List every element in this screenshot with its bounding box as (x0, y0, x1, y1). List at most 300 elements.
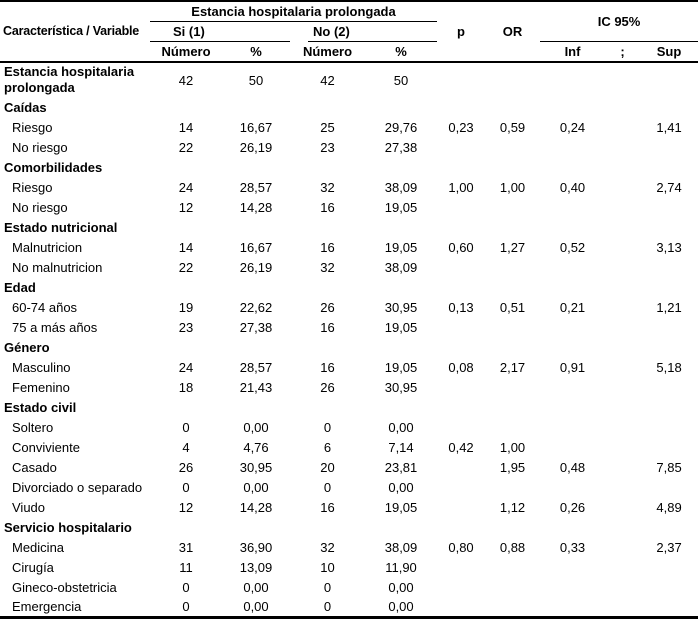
row-label: Masculino (12, 360, 71, 375)
cell-ic-sup: 1,41 (656, 120, 682, 135)
table-row (0, 518, 698, 538)
cell-ic-inf (540, 438, 605, 458)
si-percent-header: % (222, 42, 290, 62)
cell-ic-sup (640, 518, 698, 538)
cell-si-percent: 26,19 (239, 260, 273, 275)
cell-no-percent: 19,05 (384, 200, 418, 215)
cell-or-value (485, 218, 540, 238)
cell-si-percent: 4,76 (243, 440, 269, 455)
cell-ic-separator (605, 558, 640, 578)
cell-si-numero (150, 218, 222, 238)
cell-no-percent (365, 518, 437, 538)
row-label: Emergencia (12, 599, 82, 615)
characteristic-header: Característica / Variable (0, 1, 150, 62)
cell-ic-separator (605, 518, 640, 538)
cell-ic-inf: 0,91 (559, 360, 586, 375)
row-label: Casado (12, 460, 57, 475)
cell-si-percent (222, 398, 290, 418)
cell-no-numero: 25 (320, 120, 335, 135)
table-row (0, 318, 698, 338)
cell-si-numero: 12 (178, 200, 194, 215)
cell-no-percent: 23,81 (384, 460, 418, 475)
table-row (0, 118, 698, 138)
cell-si-numero: 42 (178, 72, 194, 88)
cell-ic-inf: 0,52 (559, 240, 586, 255)
cell-si-numero: 0 (182, 480, 190, 495)
cell-ic-separator (605, 578, 640, 598)
table-row (0, 98, 698, 118)
cell-p-value (437, 138, 485, 158)
row-label: Cirugía (12, 560, 54, 575)
cell-or-value (485, 378, 540, 398)
cell-no-numero: 32 (320, 540, 335, 555)
table-row (0, 478, 698, 498)
cell-si-percent: 0,00 (243, 580, 269, 595)
group-header: Estancia hospitalaria prolongada (150, 1, 437, 21)
cell-no-percent: 38,09 (384, 180, 418, 195)
cell-p-value: 0,80 (448, 540, 474, 555)
row-label: Soltero (12, 420, 54, 435)
cell-no-numero (290, 278, 365, 298)
cell-no-percent (365, 338, 437, 358)
cell-ic-inf (540, 62, 605, 98)
cell-si-percent: 13,09 (239, 560, 273, 575)
cell-ic-sup (640, 558, 698, 578)
cell-si-percent (222, 158, 290, 178)
cell-si-numero: 0 (182, 599, 190, 615)
cell-p-value (437, 398, 485, 418)
cell-si-numero (150, 518, 222, 538)
cell-ic-separator (605, 398, 640, 418)
cell-si-percent: 50 (248, 72, 264, 88)
cell-si-percent (222, 218, 290, 238)
cell-ic-sup (640, 578, 698, 598)
cell-si-percent: 22,62 (239, 300, 273, 315)
table-row (0, 418, 698, 438)
cell-ic-sup: 3,13 (656, 240, 682, 255)
table-row (0, 218, 698, 238)
cell-or-value (485, 558, 540, 578)
cell-no-numero: 26 (320, 300, 335, 315)
table-row (0, 358, 698, 378)
si-numero-header: Número (150, 42, 222, 62)
table-row (0, 178, 698, 198)
cell-p-value: 0,60 (448, 240, 474, 255)
cell-or-value (485, 138, 540, 158)
cell-or-value (485, 338, 540, 358)
cell-or-value: 0,51 (499, 300, 526, 315)
cell-ic-separator (605, 458, 640, 478)
cell-ic-sup: 7,85 (656, 460, 682, 475)
cell-or-value: 1,12 (499, 500, 526, 515)
cell-p-value (437, 258, 485, 278)
cell-p-value: 1,00 (448, 180, 474, 195)
cell-ic-sup (640, 418, 698, 438)
cell-si-numero: 11 (179, 560, 193, 575)
cell-si-numero: 12 (178, 500, 194, 515)
row-label: Estado nutricional (4, 220, 118, 235)
row-label: Estancia hospitalaria prolongada (4, 64, 135, 95)
table-header (0, 1, 698, 62)
table-row (0, 62, 698, 98)
no-percent-header: % (365, 42, 437, 62)
sup-header: Sup (640, 42, 698, 62)
cell-p-value (437, 158, 485, 178)
table-row (0, 558, 698, 578)
no-header: No (2) (308, 22, 437, 42)
cell-ic-inf: 0,33 (559, 540, 586, 555)
cell-no-percent: 19,05 (384, 240, 418, 255)
cell-si-numero (150, 398, 222, 418)
cell-si-percent: 28,57 (239, 360, 273, 375)
cell-no-numero (290, 98, 365, 118)
cell-no-numero (290, 218, 365, 238)
table-row (0, 578, 698, 598)
cell-no-numero: 10 (320, 560, 335, 575)
cell-ic-sup (640, 138, 698, 158)
row-label: Malnutricion (12, 240, 83, 255)
cell-ic-separator (605, 318, 640, 338)
table-row (0, 198, 698, 218)
cell-no-numero (290, 158, 365, 178)
cell-ic-inf (540, 218, 605, 238)
cell-si-percent (222, 98, 290, 118)
cell-ic-inf (540, 518, 605, 538)
cell-ic-separator (605, 338, 640, 358)
cell-ic-sup (640, 338, 698, 358)
cell-si-numero (150, 98, 222, 118)
cell-si-percent (222, 278, 290, 298)
cell-no-percent: 0,00 (388, 420, 414, 435)
cell-no-numero: 6 (323, 440, 332, 455)
cell-si-percent: 16,67 (239, 120, 273, 135)
no-numero-header: Número (290, 42, 365, 62)
cell-no-numero: 26 (320, 380, 335, 395)
row-label: Servicio hospitalario (4, 520, 132, 535)
cell-no-percent: 0,00 (388, 580, 414, 595)
cell-ic-separator (605, 178, 640, 198)
row-label: Viudo (12, 500, 46, 515)
cell-no-numero (290, 398, 365, 418)
cell-ic-separator (605, 118, 640, 138)
cell-ic-sup: 1,21 (656, 300, 682, 315)
cell-no-numero: 0 (323, 480, 332, 495)
cell-ic-sup: 4,89 (656, 500, 682, 515)
cell-ic-separator (605, 218, 640, 238)
table-row (0, 338, 698, 358)
si-header: Si (1) (150, 22, 290, 42)
cell-ic-sup (640, 398, 698, 418)
cell-p-value (437, 278, 485, 298)
cell-ic-separator (605, 378, 640, 398)
cell-ic-inf: 0,26 (559, 500, 586, 515)
cell-or-value (485, 258, 540, 278)
cell-si-numero: 14 (178, 240, 194, 255)
cell-ic-sup (640, 258, 698, 278)
row-label: Género (4, 340, 50, 355)
cell-p-value (437, 578, 485, 598)
cell-si-percent (222, 338, 290, 358)
cell-si-numero: 18 (178, 380, 194, 395)
cell-no-percent: 0,00 (388, 599, 414, 615)
cell-no-numero (290, 338, 365, 358)
row-label: Divorciado o separado (12, 480, 143, 495)
cell-si-numero (150, 338, 222, 358)
cell-ic-inf (540, 378, 605, 398)
cell-no-percent: 27,38 (384, 140, 418, 155)
cell-ic-sup (640, 378, 698, 398)
inf-header: Inf (540, 42, 605, 62)
cell-ic-inf (540, 478, 605, 498)
cell-ic-separator (605, 438, 640, 458)
cell-ic-separator (605, 598, 640, 618)
table-row (0, 398, 698, 418)
row-label: Riesgo (12, 120, 53, 135)
ic95-header: IC 95% (540, 1, 698, 42)
cell-ic-sup (640, 158, 698, 178)
cell-si-percent (222, 518, 290, 538)
cell-ic-inf (540, 418, 605, 438)
cell-no-numero: 32 (320, 180, 335, 195)
cell-ic-sup: 2,74 (656, 180, 682, 195)
cell-si-percent: 28,57 (239, 180, 273, 195)
table-row (0, 258, 698, 278)
cell-ic-inf (540, 98, 605, 118)
cell-no-percent: 50 (393, 72, 409, 88)
cell-ic-separator (605, 138, 640, 158)
cell-si-numero (150, 278, 222, 298)
cell-p-value: 0,13 (448, 300, 474, 315)
cell-ic-sup (640, 318, 698, 338)
cell-no-percent: 11,90 (385, 560, 417, 575)
cell-p-value (437, 218, 485, 238)
cell-si-percent: 0,00 (243, 599, 269, 615)
cell-or-value (485, 478, 540, 498)
cell-ic-inf: 0,21 (559, 300, 586, 315)
cell-no-numero: 0 (323, 580, 332, 595)
cell-ic-sup (640, 98, 698, 118)
cell-ic-inf (540, 318, 605, 338)
cell-or-value (485, 278, 540, 298)
cell-p-value (437, 318, 485, 338)
cell-no-percent: 38,09 (384, 540, 418, 555)
cell-ic-separator (605, 478, 640, 498)
cell-ic-separator (605, 98, 640, 118)
cell-or-value: 0,88 (499, 540, 526, 555)
row-label: Caídas (4, 100, 47, 115)
cell-p-value (437, 338, 485, 358)
cell-ic-sup (640, 438, 698, 458)
cell-or-value: 2,17 (499, 360, 526, 375)
row-label: Medicina (12, 540, 65, 555)
cell-si-numero: 22 (178, 140, 194, 155)
table-row (0, 158, 698, 178)
cell-no-percent: 19,05 (384, 320, 418, 335)
row-label: Gineco-obstetricia (12, 580, 117, 595)
cell-si-percent: 0,00 (243, 480, 269, 495)
or-header: OR (485, 1, 540, 62)
cell-or-value: 1,00 (499, 180, 526, 195)
cell-ic-separator (605, 298, 640, 318)
cell-p-value (437, 478, 485, 498)
cell-p-value (437, 98, 485, 118)
cell-ic-separator (605, 538, 640, 558)
cell-p-value: 0,23 (448, 120, 474, 135)
cell-ic-sup: 2,37 (656, 540, 682, 555)
si-header-cell (150, 21, 290, 42)
cell-ic-sup (640, 62, 698, 98)
cell-si-numero: 31 (178, 540, 194, 555)
row-label: 75 a más años (12, 320, 98, 335)
cell-or-value (485, 158, 540, 178)
cell-no-numero: 0 (323, 420, 332, 435)
cell-or-value (485, 98, 540, 118)
cell-si-numero: 0 (182, 580, 190, 595)
cell-or-value (485, 62, 540, 98)
cell-ic-separator (605, 498, 640, 518)
cell-ic-inf: 0,48 (559, 460, 586, 475)
cell-no-numero: 20 (320, 460, 335, 475)
cell-no-numero: 16 (320, 360, 335, 375)
cell-si-numero: 23 (178, 320, 194, 335)
cell-ic-inf (540, 398, 605, 418)
cell-ic-sup (640, 478, 698, 498)
cell-si-numero: 4 (182, 440, 190, 455)
cell-si-numero: 19 (178, 300, 194, 315)
cell-no-percent: 19,05 (384, 500, 418, 515)
cell-no-numero (290, 518, 365, 538)
cell-or-value (485, 598, 540, 618)
separator-header: ; (605, 42, 640, 62)
cell-no-numero: 16 (320, 200, 335, 215)
cell-si-percent: 0,00 (243, 420, 269, 435)
cell-p-value (437, 598, 485, 618)
cell-no-percent: 30,95 (384, 300, 418, 315)
cell-ic-separator (605, 418, 640, 438)
table-body (0, 62, 698, 618)
cell-si-numero: 22 (178, 260, 194, 275)
cell-si-percent: 30,95 (239, 460, 273, 475)
p-header: p (437, 1, 485, 62)
row-label: Comorbilidades (4, 160, 103, 175)
cell-si-percent: 21,43 (239, 380, 273, 395)
cell-si-numero: 24 (178, 360, 194, 375)
table-row (0, 438, 698, 458)
cell-ic-inf (540, 198, 605, 218)
row-label: 60-74 años (12, 300, 78, 315)
cell-no-numero: 23 (320, 140, 335, 155)
cell-p-value (437, 198, 485, 218)
cell-si-numero: 26 (178, 460, 194, 475)
cell-or-value: 1,27 (499, 240, 526, 255)
cell-or-value: 1,00 (499, 440, 526, 455)
cell-si-percent: 16,67 (239, 240, 273, 255)
table-row (0, 498, 698, 518)
cell-ic-inf (540, 278, 605, 298)
cell-ic-inf (540, 578, 605, 598)
cell-si-numero: 0 (182, 420, 190, 435)
row-label: No malnutricion (12, 260, 103, 275)
cell-p-value: 0,42 (448, 440, 474, 455)
cell-ic-inf (540, 338, 605, 358)
table-row (0, 378, 698, 398)
cell-ic-inf (540, 138, 605, 158)
row-label: Femenino (12, 380, 70, 395)
cell-no-numero: 32 (320, 260, 335, 275)
table-row (0, 538, 698, 558)
cell-no-percent: 0,00 (388, 480, 414, 495)
cell-no-percent (365, 278, 437, 298)
cell-p-value (437, 418, 485, 438)
cell-no-numero: 16 (320, 240, 335, 255)
no-header-cell (290, 21, 437, 42)
cell-ic-separator (605, 198, 640, 218)
cell-or-value (485, 578, 540, 598)
cell-p-value (437, 62, 485, 98)
cell-or-value (485, 398, 540, 418)
cell-p-value (437, 458, 485, 478)
cell-si-percent: 26,19 (239, 140, 273, 155)
cell-no-percent (365, 218, 437, 238)
cell-p-value: 0,08 (448, 360, 474, 375)
cell-si-numero: 14 (178, 120, 194, 135)
cell-no-percent: 19,05 (384, 360, 418, 375)
cell-no-percent: 7,14 (388, 440, 414, 455)
cell-p-value (437, 498, 485, 518)
cell-ic-inf (540, 158, 605, 178)
cell-p-value (437, 558, 485, 578)
row-label: Estado civil (4, 400, 77, 415)
cell-si-percent: 14,28 (239, 500, 273, 515)
cell-ic-inf: 0,40 (559, 180, 586, 195)
cell-si-percent: 36,90 (239, 540, 273, 555)
header-row-1 (0, 1, 698, 21)
cell-ic-inf (540, 598, 605, 618)
cell-or-value (485, 518, 540, 538)
table-row (0, 238, 698, 258)
cell-no-numero: 42 (320, 72, 335, 88)
cell-no-percent (365, 98, 437, 118)
cell-ic-separator (605, 62, 640, 98)
cell-ic-separator (605, 358, 640, 378)
cell-ic-separator (605, 238, 640, 258)
cell-no-numero: 16 (320, 320, 335, 335)
cell-ic-inf (540, 558, 605, 578)
cell-no-percent: 29,76 (384, 120, 418, 135)
row-label: Edad (4, 280, 36, 295)
cell-ic-separator (605, 158, 640, 178)
cell-ic-sup (640, 278, 698, 298)
cell-no-percent: 38,09 (384, 260, 418, 275)
cell-ic-separator (605, 258, 640, 278)
cell-ic-inf (540, 258, 605, 278)
row-label: No riesgo (12, 200, 68, 215)
cell-ic-sup: 5,18 (656, 360, 682, 375)
cell-p-value (437, 518, 485, 538)
cell-or-value: 0,59 (499, 120, 526, 135)
cell-ic-separator (605, 278, 640, 298)
cell-si-numero: 24 (178, 180, 194, 195)
cell-or-value (485, 418, 540, 438)
cell-or-value: 1,95 (499, 460, 526, 475)
cell-or-value (485, 318, 540, 338)
cell-no-numero: 0 (323, 599, 332, 615)
cell-si-percent: 27,38 (239, 320, 273, 335)
row-label: No riesgo (12, 140, 68, 155)
cell-si-percent: 14,28 (239, 200, 273, 215)
row-label: Riesgo (12, 180, 53, 195)
table-row (0, 598, 698, 618)
